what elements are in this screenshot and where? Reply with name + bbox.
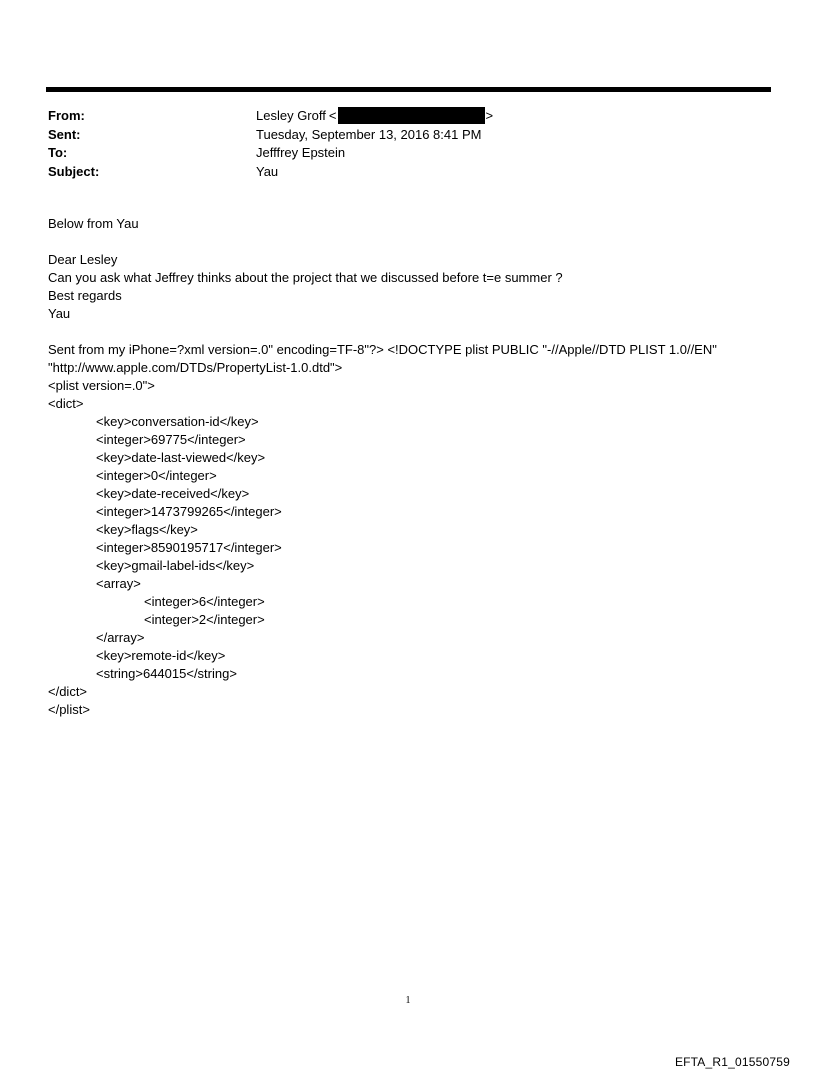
- plist-line: <integer>6</integer>: [144, 594, 265, 609]
- email-bracket-open: <: [328, 108, 337, 123]
- subject-label: Subject:: [48, 163, 100, 179]
- body-line: "http://www.apple.com/DTDs/PropertyList-1.0.dtd">: [48, 360, 343, 375]
- email-body: [48, 215, 778, 719]
- email-bracket-close: >: [485, 108, 494, 123]
- plist-line: <key>conversation-id</key>: [96, 414, 259, 429]
- page-number: 1: [405, 995, 411, 1006]
- subject-value: Yau: [256, 163, 279, 179]
- sent-label: Sent:: [48, 126, 81, 142]
- plist-line: <key>date-last-viewed</key>: [96, 450, 266, 465]
- body-blank-line: [48, 233, 778, 251]
- redacted-email-block: [338, 107, 485, 124]
- to-label: To:: [48, 145, 68, 160]
- sender-name: Lesley Groff: [256, 108, 326, 123]
- document-id: EFTA_R1_01550759: [674, 1055, 790, 1069]
- plist-line: <dict>: [48, 396, 84, 411]
- body-line: Dear Lesley: [48, 252, 118, 267]
- body-blank-line: [48, 323, 778, 341]
- plist-line: <integer>69775</integer>: [96, 432, 246, 447]
- plist-line: </plist>: [48, 702, 90, 717]
- sent-row: [48, 126, 748, 145]
- plist-line: </array>: [96, 630, 145, 645]
- body-line: <plist version=.0">: [48, 378, 155, 393]
- from-value: [256, 107, 493, 125]
- plist-line: <integer>2</integer>: [144, 612, 265, 627]
- subject-row: [48, 163, 748, 182]
- from-label: From:: [48, 108, 85, 123]
- plist-line: <key>flags</key>: [96, 522, 198, 537]
- to-row: [48, 144, 748, 163]
- plist-line: </dict>: [48, 684, 88, 699]
- plist-line: <key>remote-id</key>: [96, 648, 226, 663]
- plist-line: <string>644015</string>: [96, 666, 237, 681]
- body-line: Best regards: [48, 288, 122, 303]
- plist-line: <key>date-received</key>: [96, 486, 250, 501]
- body-line: Sent from my iPhone=?xml version=.0" encoding=TF-8"?> <!DOCTYPE plist PUBLIC "-//Apple//DTD PLIST 1.0//EN": [48, 342, 717, 357]
- plist-line: <integer>8590195717</integer>: [96, 540, 282, 555]
- body-line: Below from Yau: [48, 216, 139, 231]
- from-row: [48, 107, 748, 126]
- to-value: Jefffrey Epstein: [256, 145, 346, 160]
- header-divider-rule: [46, 87, 771, 92]
- sent-value: Tuesday, September 13, 2016 8:41 PM: [256, 126, 482, 142]
- email-header: [48, 107, 748, 181]
- plist-line: <integer>0</integer>: [96, 468, 217, 483]
- plist-line: <key>gmail-label-ids</key>: [96, 558, 255, 573]
- plist-line: <array>: [96, 576, 141, 591]
- body-line: Can you ask what Jeffrey thinks about the project that we discussed before t=e summer ?: [48, 270, 563, 285]
- body-line: Yau: [48, 306, 71, 321]
- plist-line: <integer>1473799265</integer>: [96, 504, 282, 519]
